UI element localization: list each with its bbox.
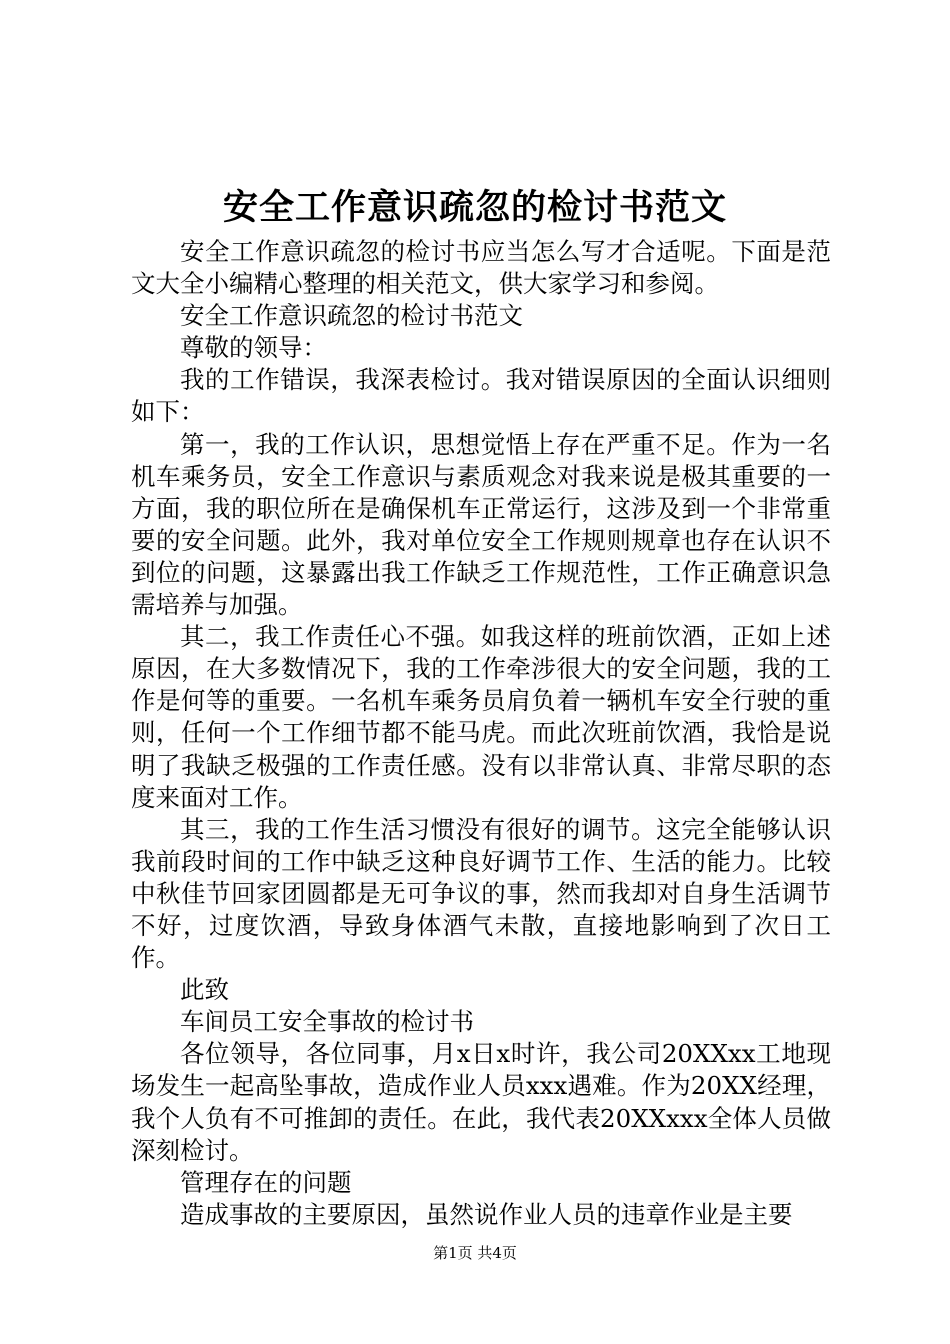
paragraph-cause: 造成事故的主要原因，虽然说作业人员的违章作业是主要 xyxy=(180,1199,793,1229)
page-footer: 第1页 共4页 xyxy=(433,1244,517,1262)
document-body xyxy=(131,236,831,1231)
paragraph-incident: 各位领导，各位同事，月x日x时许，我公司20XXxx工地现场发生一起高坠事故，造成作业人员xxx遇难。作为20XX经理，我个人负有不可推卸的责任。在此，我代表20XXxxx全体人员做深刻检讨。 xyxy=(131,1039,831,1165)
paragraph-first-point: 第一，我的工作认识，思想觉悟上存在严重不足。作为一名机车乘务员，安全工作意识与素质观念对我来说是极其重要的一方面，我的职位所在是确保机车正常运行，这涉及到一个非常重要的安全问题。此外，我对单位安全工作规则规章也存在认识不到位的问题，这暴露出我工作缺乏工作规范性，工作正确意识急需培养与加强。 xyxy=(131,429,831,620)
paragraph-subtitle: 安全工作意识疏忽的检讨书范文 xyxy=(180,301,523,331)
document-title: 安全工作意识疏忽的检讨书范文 xyxy=(222,187,727,228)
paragraph-opening: 我的工作错误，我深表检讨。我对错误原因的全面认识细则如下： xyxy=(131,365,831,427)
paragraph-second-point: 其二，我工作责任心不强。如我这样的班前饮酒，正如上述原因，在大多数情况下，我的工作牵涉很大的安全问题，我的工作是何等的重要。一名机车乘务员肩负着一辆机车安全行驶的重则，任何一个工作细节都不能马虎。而此次班前饮酒，我恰是说明了我缺乏极强的工作责任感。没有以非常认真、非常尽职的态度来面对工作。 xyxy=(131,622,831,812)
paragraph-third-point: 其三，我的工作生活习惯没有很好的调节。这完全能够认识我前段时间的工作中缺乏这种良好调节工作、生活的能力。比较中秋佳节回家团圆都是无可争议的事，然而我却对自身生活调节不好，过度饮酒，导致身体酒气未散，直接地影响到了次日工作。 xyxy=(131,814,831,973)
paragraph-second-title: 车间员工安全事故的检讨书 xyxy=(180,1007,474,1037)
paragraph-intro: 安全工作意识疏忽的检讨书应当怎么写才合适呢。下面是范文大全小编精心整理的相关范文，供大家学习和参阅。 xyxy=(131,237,831,299)
paragraph-closing: 此致 xyxy=(180,975,229,1005)
paragraph-salutation: 尊敬的领导： xyxy=(180,333,327,363)
paragraph-section-heading: 管理存在的问题 xyxy=(180,1167,352,1197)
